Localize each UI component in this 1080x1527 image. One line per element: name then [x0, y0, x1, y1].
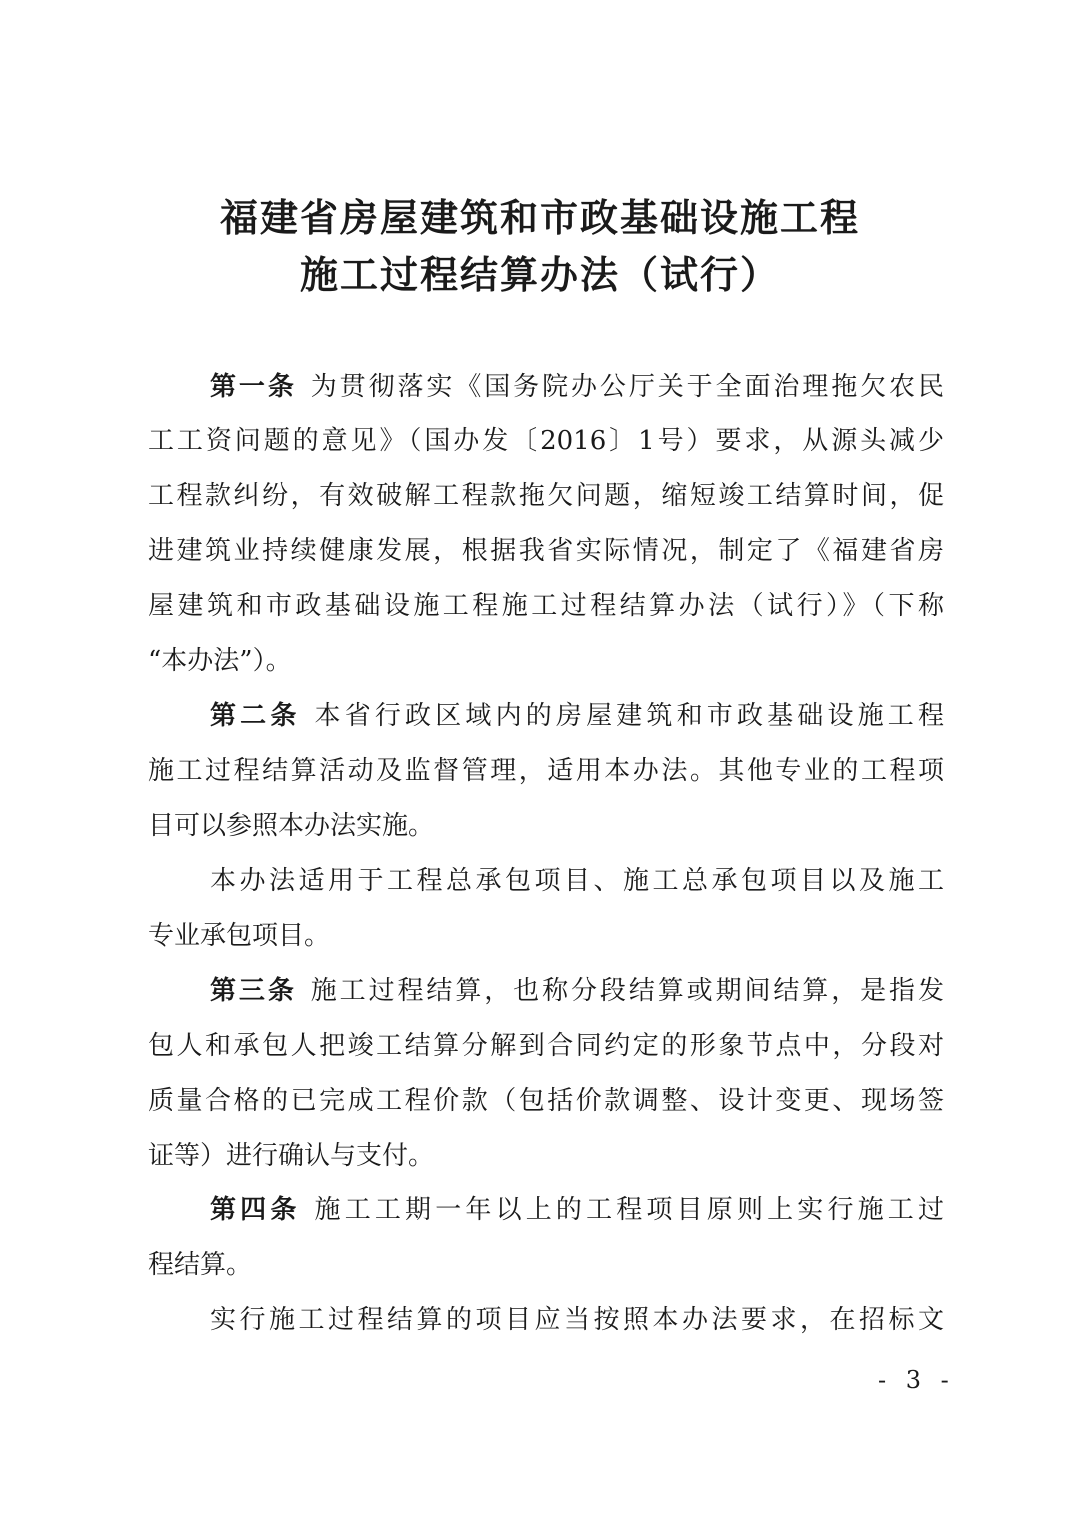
article-2-label: 第二条 [210, 701, 301, 731]
article-4-text-1: 施工工期一年以上的工程项目原则上实行施工过 [314, 1195, 944, 1225]
article-1-line-5: 屋建筑和市政基础设施工程施工过程结算办法（试行）》（下称 [148, 591, 944, 621]
article-3-line-2: 包人和承包人把竣工结算分解到合同约定的形象节点中，分段对 [148, 1031, 944, 1061]
article-1-text-1: 为贯彻落实《国务院办公厅关于全面治理拖欠农民 [310, 372, 944, 402]
article-1-line-1 [210, 367, 944, 407]
article-2-text-1: 本省行政区域内的房屋建筑和市政基础设施工程 [314, 701, 944, 731]
article-4-line-2: 程结算。 [148, 1250, 253, 1280]
article-1-line-6: “本办法”）。 [148, 646, 292, 676]
article-2-line-1 [210, 696, 944, 736]
article-1-line-3: 工程款纠纷，有效破解工程款拖欠问题，缩短竣工结算时间，促 [148, 481, 944, 511]
article-2-para-2-line-1: 本办法适用于工程总承包项目、施工总承包项目以及施工 [210, 866, 944, 896]
article-1-line-2: 工工资问题的意见》（国办发〔2016〕1号）要求，从源头减少 [148, 426, 944, 456]
article-3-line-1 [210, 971, 944, 1011]
article-4-label: 第四条 [210, 1195, 301, 1225]
document-title-line-2: 施工过程结算办法（试行） [299, 253, 780, 297]
article-2-line-2: 施工过程结算活动及监督管理，适用本办法。其他专业的工程项 [148, 756, 944, 786]
document-title-line-1: 福建省房屋建筑和市政基础设施工程 [219, 196, 860, 240]
article-3-line-4: 证等）进行确认与支付。 [148, 1141, 435, 1171]
page-number: - 3 - [878, 1366, 955, 1394]
article-3-text-1: 施工过程结算，也称分段结算或期间结算，是指发 [310, 976, 944, 1006]
article-2-para-2-line-2: 专业承包项目。 [148, 921, 331, 951]
article-2-line-3: 目可以参照本办法实施。 [148, 811, 435, 841]
article-1-label: 第一条 [210, 372, 297, 402]
article-4-para-2-line-1: 实行施工过程结算的项目应当按照本办法要求，在招标文 [210, 1305, 944, 1335]
article-3-label: 第三条 [210, 976, 297, 1006]
article-1-line-4: 进建筑业持续健康发展，根据我省实际情况，制定了《福建省房 [148, 536, 944, 566]
article-4-line-1 [210, 1190, 944, 1230]
article-3-line-3: 质量合格的已完成工程价款（包括价款调整、设计变更、现场签 [148, 1086, 944, 1116]
